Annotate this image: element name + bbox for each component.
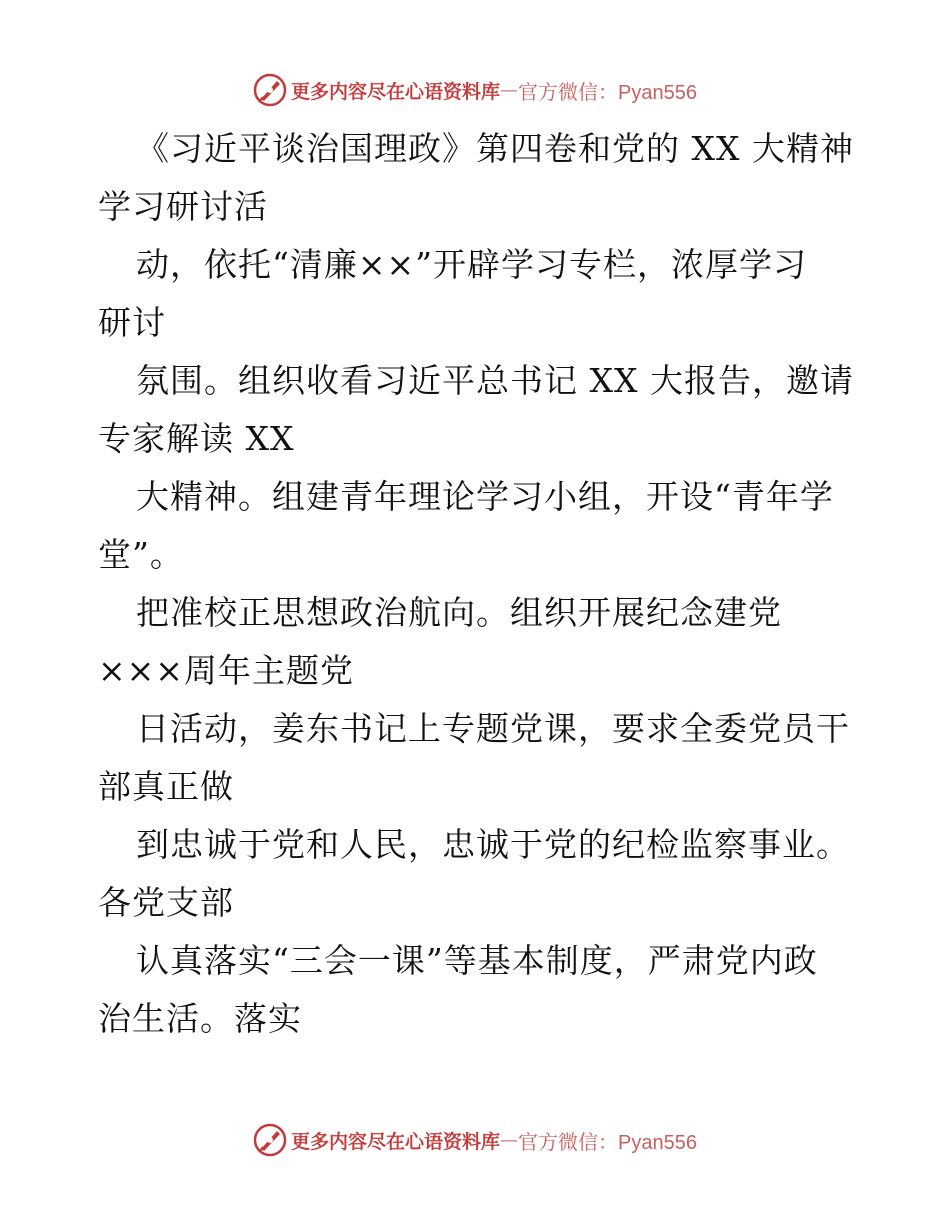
banner-wechat: 官方微信：Pyan556 xyxy=(518,81,697,104)
body-line: 堂”。 xyxy=(98,535,184,574)
body-line: 部真正做 xyxy=(98,767,234,806)
body-line: 大精神。组建青年理论学习小组，开设“青年学 xyxy=(136,477,834,516)
body-line: 各党支部 xyxy=(98,883,234,922)
body-line: 治生活。落实 xyxy=(98,999,302,1038)
header-banner xyxy=(0,70,950,110)
document-body xyxy=(98,120,858,1048)
quill-logo-icon xyxy=(253,73,287,107)
banner-separator: — xyxy=(500,1129,519,1151)
quill-logo-icon xyxy=(253,1123,287,1157)
body-line: 日活动，姜东书记上专题党课，要求全委党员干 xyxy=(136,709,850,748)
body-line: 氛围。组织收看习近平总书记 XX 大报告，邀请 xyxy=(136,361,854,400)
body-line: 把准校正思想政治航向。组织开展纪念建党 xyxy=(136,593,782,632)
body-line: 专家解读 XX xyxy=(98,419,295,458)
body-line: 学习研讨活 xyxy=(98,187,268,226)
banner-separator: — xyxy=(500,79,519,101)
body-line: 《习近平谈治国理政》第四卷和党的 XX 大精神 xyxy=(136,129,854,168)
body-line: ×××周年主题党 xyxy=(98,651,354,690)
body-line: 研讨 xyxy=(98,303,166,342)
body-line: 认真落实“三会一课”等基本制度，严肃党内政 xyxy=(136,941,818,980)
body-line: 到忠诚于党和人民，忠诚于党的纪检监察事业。 xyxy=(136,825,850,864)
banner-wechat: 官方微信：Pyan556 xyxy=(518,1131,697,1154)
banner-text: 更多内容尽在心语资料库 xyxy=(291,1130,501,1153)
body-line: 动，依托“清廉××”开辟学习专栏，浓厚学习 xyxy=(136,245,808,284)
banner-text: 更多内容尽在心语资料库 xyxy=(291,80,501,103)
footer-banner xyxy=(0,1120,950,1160)
